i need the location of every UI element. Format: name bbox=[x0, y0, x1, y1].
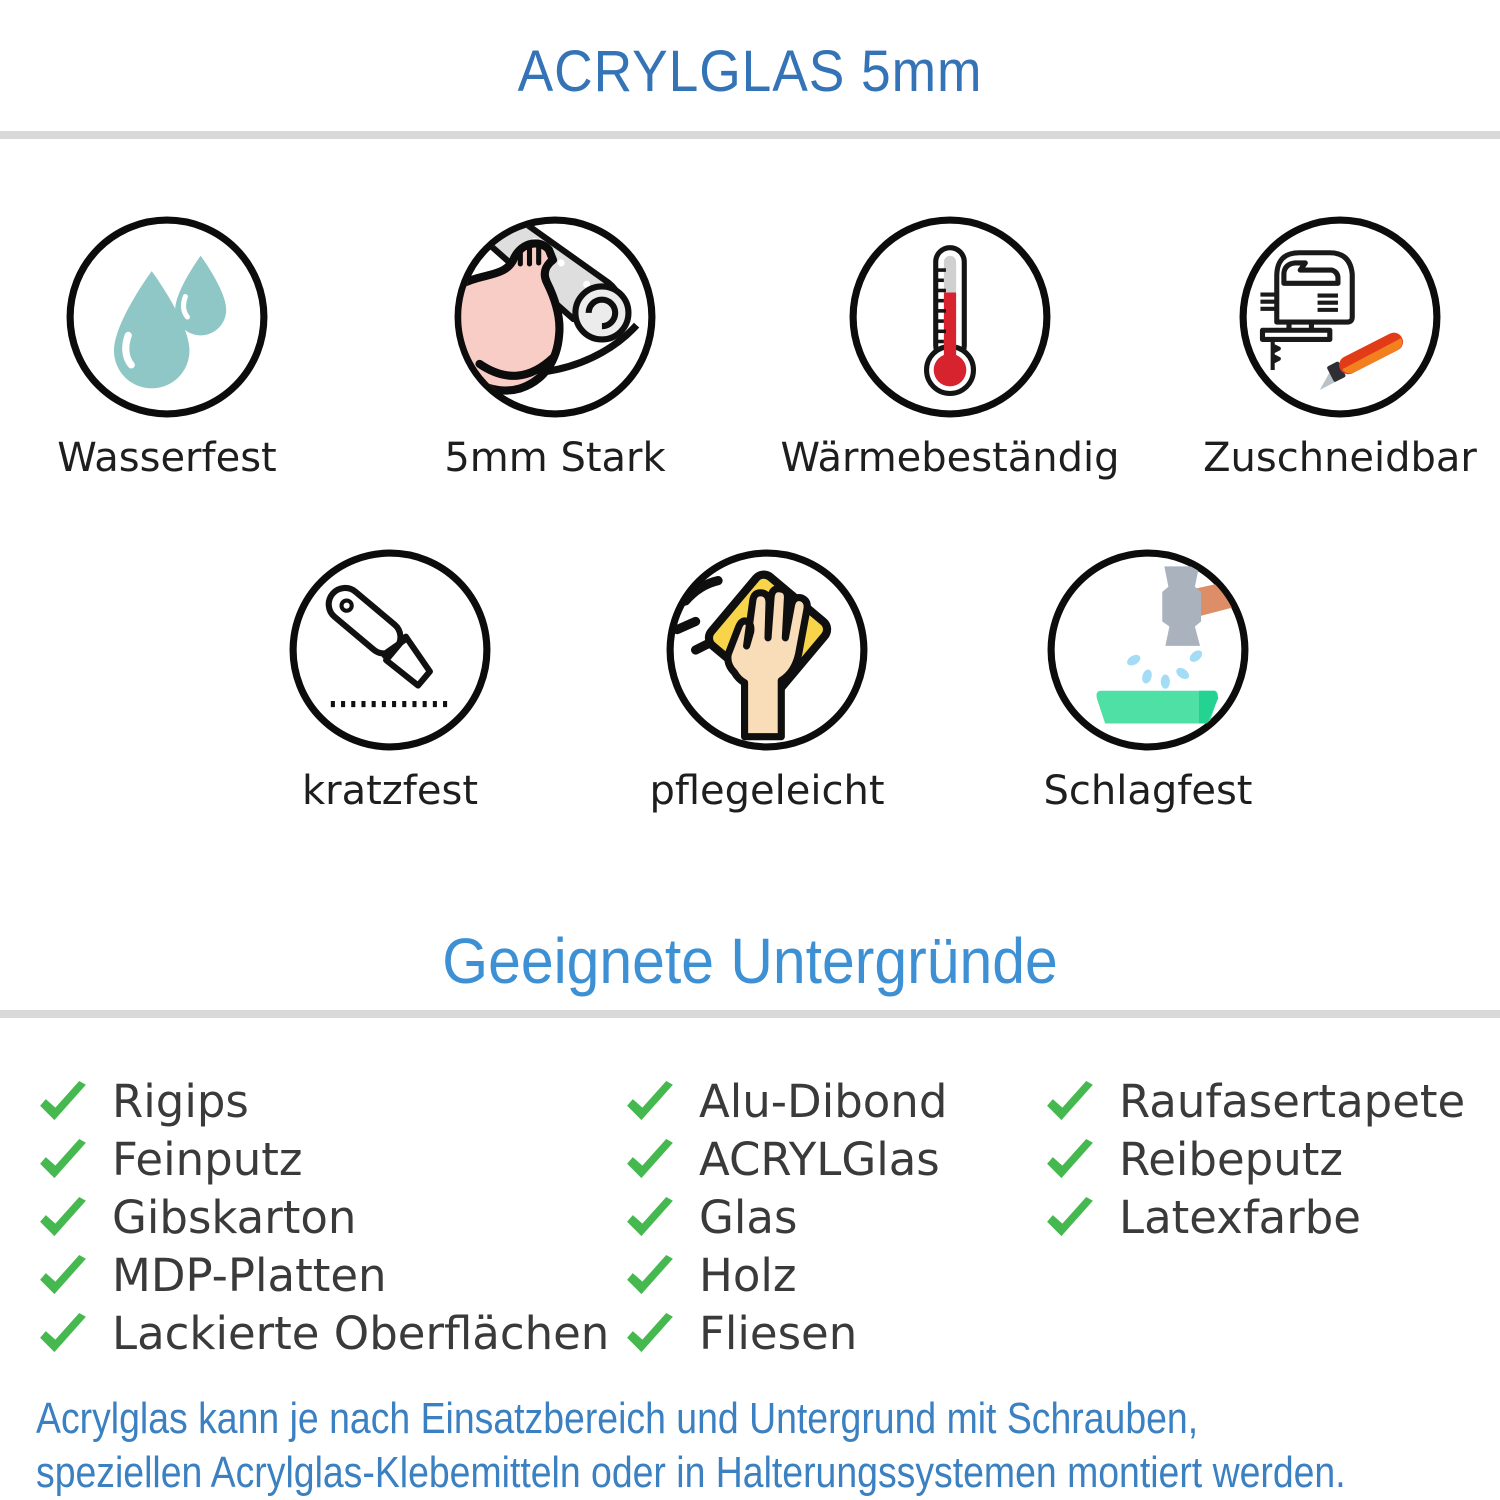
feature-label: kratzfest bbox=[301, 768, 478, 814]
feature-schlagfest bbox=[1038, 548, 1258, 814]
thermometer-icon bbox=[848, 215, 1052, 419]
check-icon bbox=[625, 1254, 675, 1296]
substrate-column-2 bbox=[625, 1072, 947, 1362]
feature-waermebestaendig bbox=[780, 215, 1120, 481]
feature-label: pflegeleicht bbox=[649, 768, 885, 814]
list-item bbox=[625, 1072, 947, 1130]
substrate-label: Gibskarton bbox=[112, 1190, 357, 1244]
list-item bbox=[38, 1246, 609, 1304]
feature-kratzfest bbox=[280, 548, 500, 814]
utility-knife-icon bbox=[288, 548, 492, 752]
check-icon bbox=[625, 1138, 675, 1180]
substrate-label: Rigips bbox=[112, 1074, 249, 1128]
list-item bbox=[1045, 1130, 1465, 1188]
substrate-label: Feinputz bbox=[112, 1132, 303, 1186]
substrate-label: Lackierte Oberflächen bbox=[112, 1306, 610, 1360]
list-item bbox=[38, 1130, 609, 1188]
muscle-arm-icon bbox=[453, 215, 657, 419]
feature-label: Wärmebeständig bbox=[780, 435, 1120, 481]
substrate-label: Alu-Dibond bbox=[699, 1074, 948, 1128]
check-icon bbox=[38, 1254, 88, 1296]
divider-top bbox=[0, 131, 1500, 139]
check-icon bbox=[1045, 1138, 1095, 1180]
substrate-label: Latexfarbe bbox=[1119, 1190, 1361, 1244]
check-icon bbox=[625, 1312, 675, 1354]
check-icon bbox=[625, 1196, 675, 1238]
feature-wasserfest bbox=[57, 215, 277, 481]
feature-label: 5mm Stark bbox=[444, 435, 666, 481]
cleaning-hand-icon bbox=[665, 548, 869, 752]
list-item bbox=[625, 1304, 947, 1362]
substrate-column-3 bbox=[1045, 1072, 1465, 1246]
substrate-label: MDP-Platten bbox=[112, 1248, 387, 1302]
feature-5mm-stark bbox=[445, 215, 665, 481]
substrate-label: Raufasertapete bbox=[1119, 1074, 1466, 1128]
page-title: ACRYLGLAS 5mm bbox=[517, 39, 983, 104]
list-item bbox=[1045, 1188, 1465, 1246]
check-icon bbox=[38, 1196, 88, 1238]
substrate-label: Holz bbox=[699, 1248, 797, 1302]
check-icon bbox=[625, 1080, 675, 1122]
hammer-impact-icon bbox=[1046, 548, 1250, 752]
water-drops-icon bbox=[65, 215, 269, 419]
mounting-note bbox=[36, 1392, 1346, 1500]
substrate-label: Reibeputz bbox=[1119, 1132, 1344, 1186]
mounting-note-line1: Acrylglas kann je nach Einsatzbereich und Untergrund mit Schrauben, bbox=[36, 1394, 1199, 1443]
list-item bbox=[38, 1072, 609, 1130]
check-icon bbox=[1045, 1196, 1095, 1238]
list-item bbox=[625, 1246, 947, 1304]
feature-label: Wasserfest bbox=[57, 435, 277, 481]
feature-zuschneidbar bbox=[1203, 215, 1477, 481]
jigsaw-cutter-icon bbox=[1238, 215, 1442, 419]
list-item bbox=[625, 1188, 947, 1246]
feature-label: Zuschneidbar bbox=[1203, 435, 1477, 481]
substrate-label: Glas bbox=[699, 1190, 798, 1244]
list-item bbox=[625, 1130, 947, 1188]
list-item bbox=[38, 1188, 609, 1246]
mounting-note-line2: speziellen Acrylglas-Klebemitteln oder in Halterungssystemen montiert werden. bbox=[36, 1448, 1346, 1497]
substrate-label: Fliesen bbox=[699, 1306, 858, 1360]
list-item bbox=[38, 1304, 609, 1362]
substrate-label: ACRYLGlas bbox=[699, 1132, 940, 1186]
section-title-untergruende: Geeignete Untergründe bbox=[442, 925, 1058, 997]
check-icon bbox=[38, 1080, 88, 1122]
divider-middle bbox=[0, 1010, 1500, 1018]
feature-label: Schlagfest bbox=[1043, 768, 1253, 814]
check-icon bbox=[1045, 1080, 1095, 1122]
check-icon bbox=[38, 1312, 88, 1354]
check-icon bbox=[38, 1138, 88, 1180]
substrate-column-1 bbox=[38, 1072, 609, 1362]
feature-pflegeleicht bbox=[649, 548, 885, 814]
list-item bbox=[1045, 1072, 1465, 1130]
